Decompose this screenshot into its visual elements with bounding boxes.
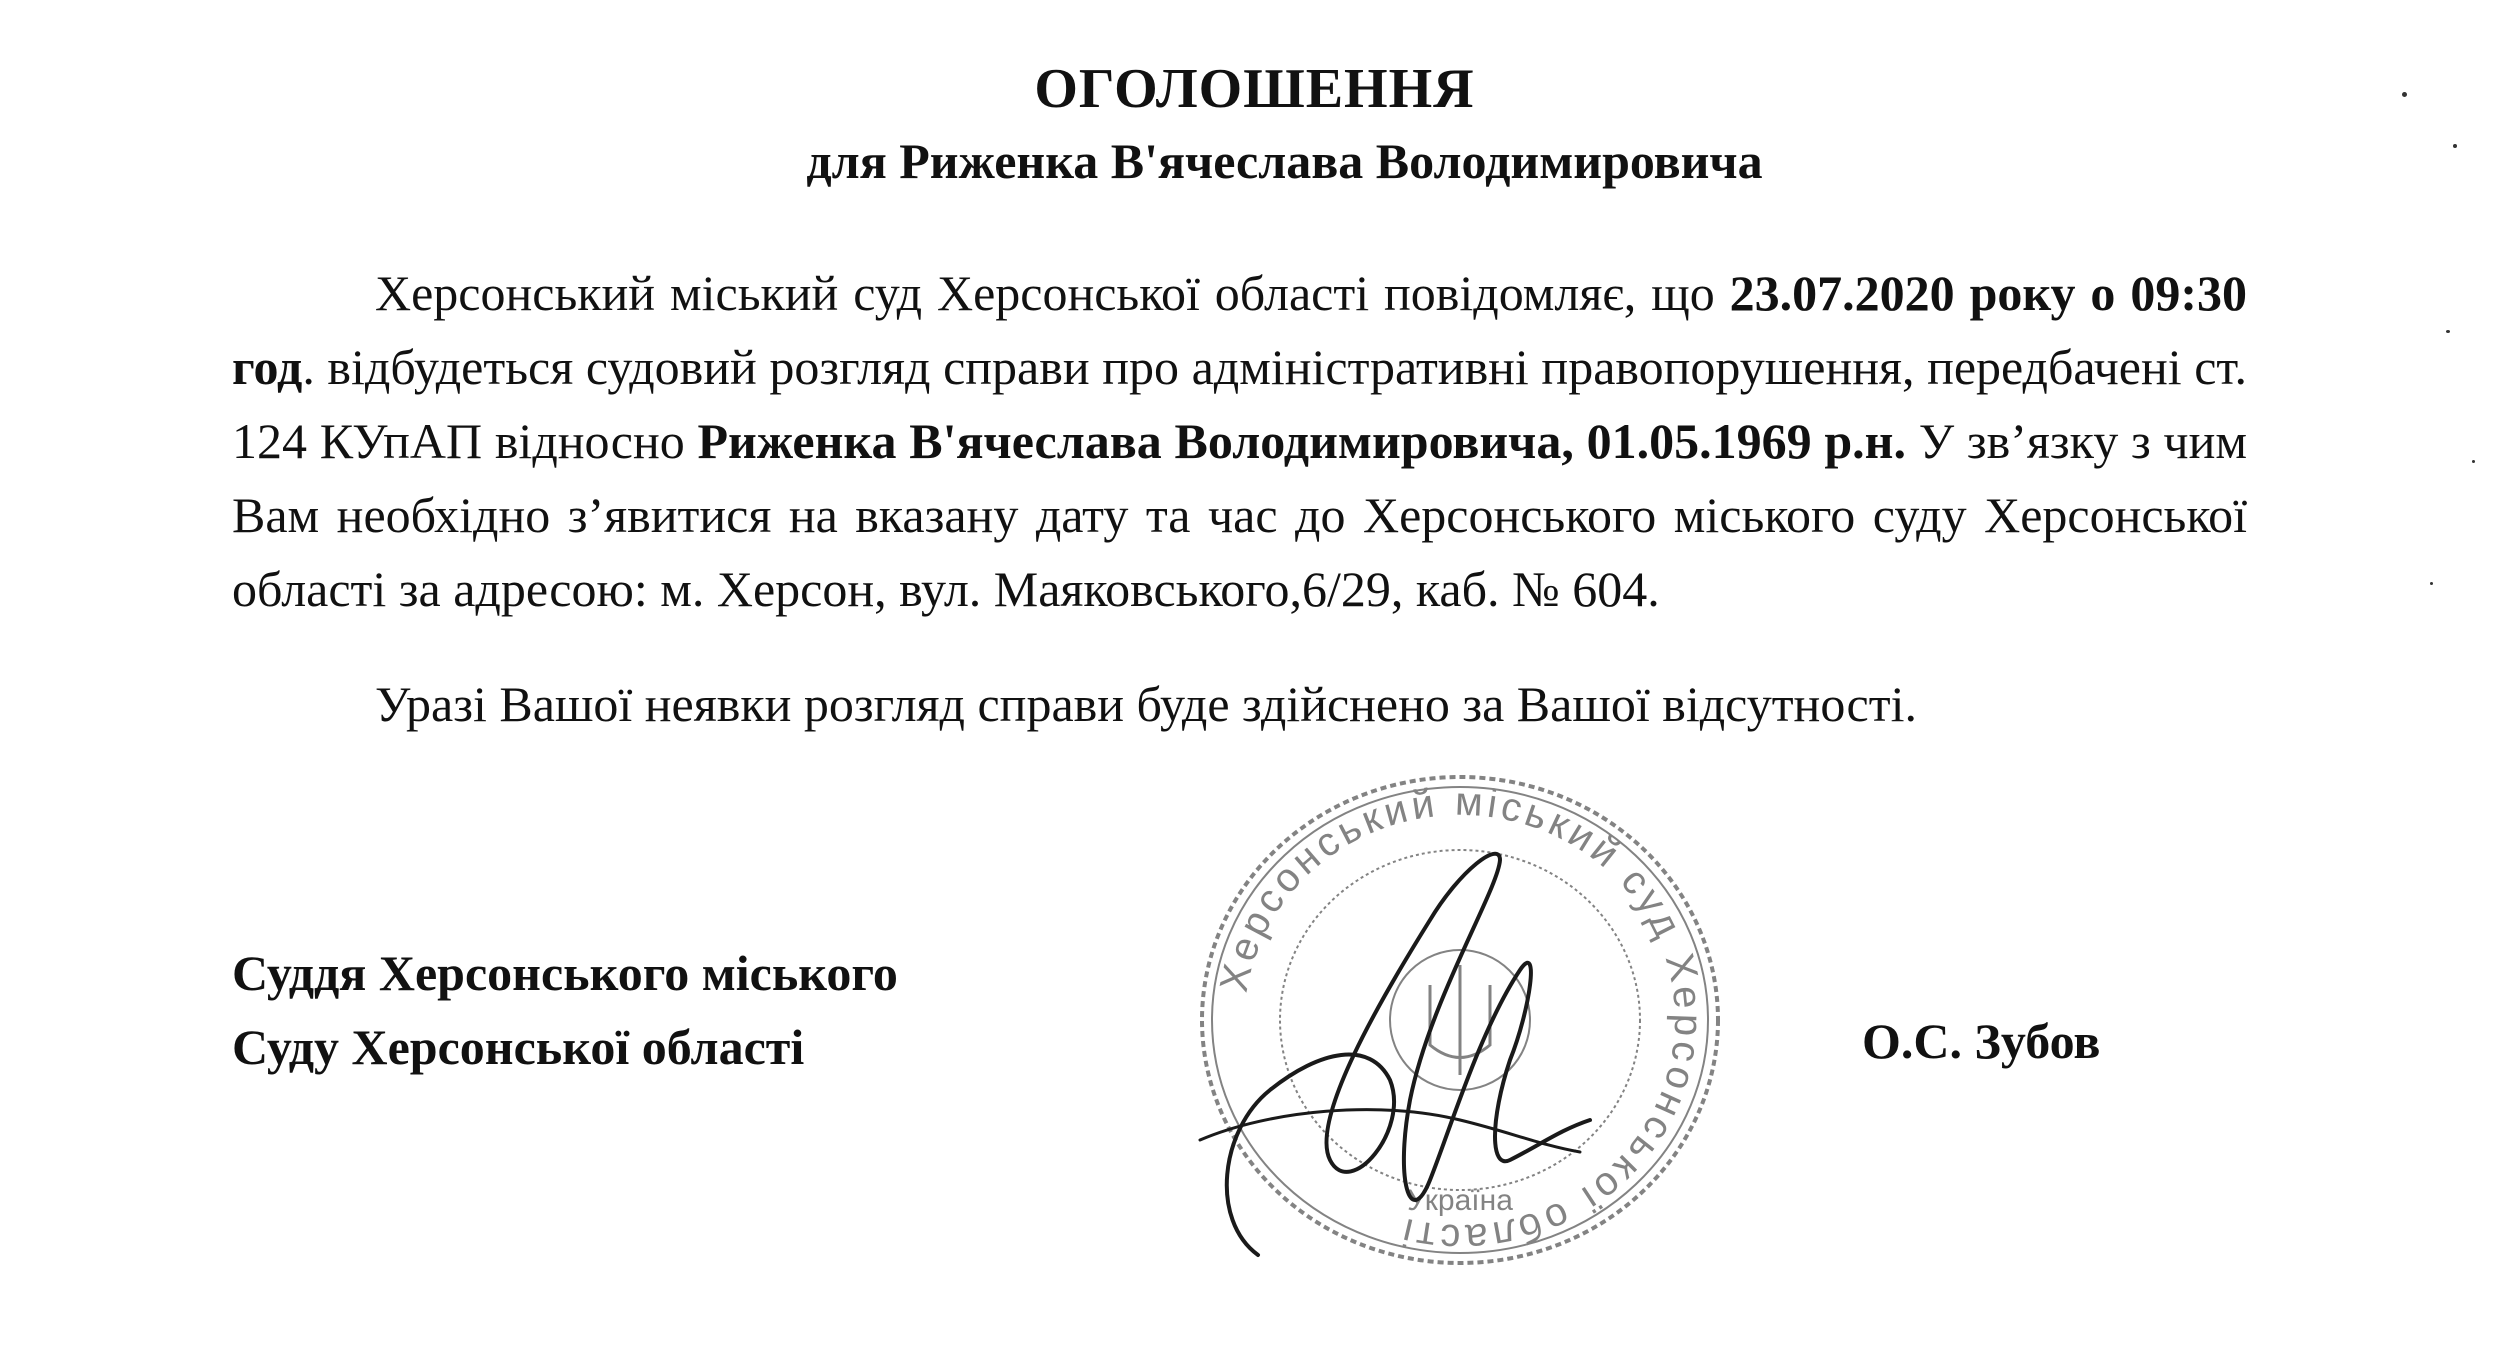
notice-closing: Уразі Вашої неявки розгляд справи буде здійснено за Вашої відсутності. — [375, 676, 1917, 732]
notice-title: ОГОЛОШЕННЯ — [1034, 58, 1475, 120]
scan-speck — [2430, 582, 2433, 585]
notice-subtitle: для Риженка В'ячеслава Володимировича — [806, 133, 1763, 189]
notice-body — [232, 256, 2247, 626]
body-outro: У зв’язку з чим Вам необхідно з’явитися на вказану дату та час до Херсонського міського суду Херсонської області за адресою: м. Херсон, вул. Маяковського,6/29, каб. № 604. — [232, 413, 2247, 617]
judge-name: О.С. Зубов — [1862, 1013, 2101, 1069]
scan-speck — [2453, 144, 2457, 148]
scan-speck — [2446, 330, 2450, 333]
hearing-date-time: 23.07.2020 року о 09:30 год — [232, 265, 2248, 395]
body-mid: . відбудеться судовий розгляд справи про адміністративні правопорушення, передбачені ст. 124 КУпАП відносно — [232, 339, 2247, 469]
seal-inner-text: Україна — [1407, 1184, 1513, 1217]
body-intro: Херсонський міський суд Херсонської області повідомляє, що — [375, 265, 1730, 321]
signature-stroke — [1227, 854, 1590, 1255]
scan-speck — [2402, 92, 2407, 97]
person-name: Риженка В'ячеслава Володимировича, 01.05.1969 р.н. — [697, 413, 1906, 469]
seal-ring-textpath: Херсонський міський суд Херсонської області — [1211, 779, 1711, 1261]
scan-speck — [2472, 460, 2475, 463]
judge-title — [232, 936, 898, 1084]
judge-title-line1: Суддя Херсонського міського — [232, 945, 898, 1001]
judge-title-line2: Суду Херсонської області — [232, 1019, 805, 1075]
judge-signature — [1180, 800, 1600, 1270]
